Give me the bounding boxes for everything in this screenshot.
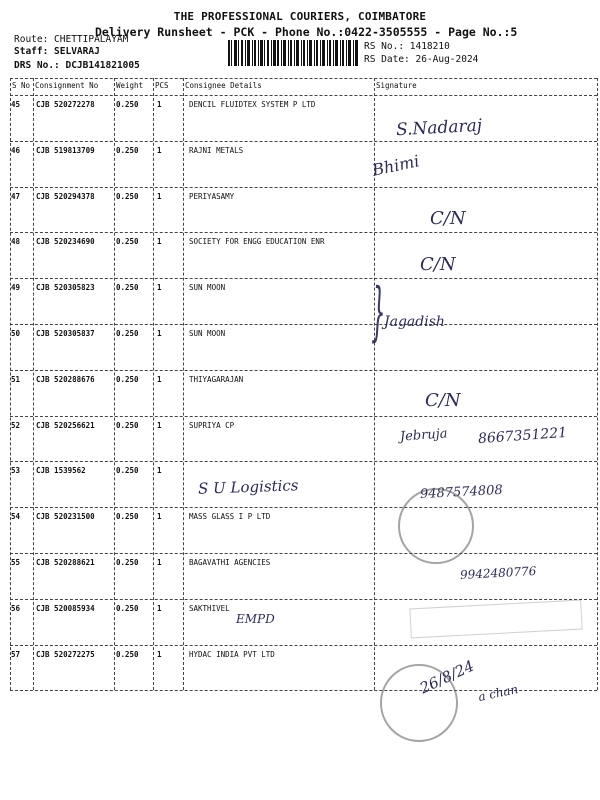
pcs-value: 1 [157, 283, 162, 293]
pcs-value: 1 [157, 420, 162, 430]
consignment-number: CJB 520288676 [36, 374, 95, 384]
date-row-57: 26/8/24 [416, 656, 477, 698]
consignment-number: CJB 520256621 [36, 420, 95, 430]
runsheet-title: Delivery Runsheet - PCK - Phone No.:0422-3505555 - Page No.:5 [95, 25, 518, 39]
consignment-number: CJB 520085934 [36, 603, 95, 613]
weight-value: 0.250 [116, 558, 139, 567]
serial-number: 47 [11, 191, 21, 201]
phone-row-52: 8667351221 [477, 424, 568, 448]
consignee-name: SOCIETY FOR ENGG EDUCATION ENR [189, 237, 325, 247]
consignee-name: HYDAC INDIA PVT LTD [189, 649, 275, 659]
pcs-value: 1 [157, 329, 162, 338]
consignment-number: CJB 520272275 [36, 649, 95, 659]
serial-number: 51 [11, 374, 21, 384]
serial-number: 46 [11, 145, 21, 155]
signature-row-53: S U Logistics [197, 476, 299, 498]
pcs-value: 1 [157, 558, 162, 567]
row-divider [10, 187, 597, 188]
row-divider [10, 141, 597, 142]
route-label: Route: CHETTIPALAYAM [14, 34, 129, 45]
serial-number: 52 [11, 420, 21, 430]
consignee-name: SAKTHIVEL [189, 603, 230, 613]
weight-value: 0.250 [116, 283, 139, 293]
consignee-name: DENCIL FLUIDTEX SYSTEM P LTD [189, 100, 316, 109]
pcs-value: 1 [157, 145, 162, 155]
drs-number: DRS No.: DCJB141821005 [14, 60, 140, 71]
header-top-rule [10, 78, 597, 79]
column-header: Consignee Details [185, 81, 262, 90]
weight-value: 0.250 [116, 649, 139, 659]
serial-number: 49 [11, 283, 21, 293]
cn-mark-row-51: C/N [425, 390, 461, 411]
signature-row-52: Jebruja [399, 426, 449, 445]
pcs-value: 1 [157, 466, 162, 476]
weight-value: 0.250 [116, 100, 139, 109]
column-divider [597, 78, 598, 690]
weight-value: 0.250 [116, 145, 139, 155]
weight-value: 0.250 [116, 466, 139, 476]
signature-row-45: S.Nadaraj [395, 115, 483, 141]
cn-mark-row-47: C/N [430, 208, 466, 229]
consignment-number: CJB 520305837 [36, 329, 95, 338]
pcs-value: 1 [157, 100, 162, 109]
pcs-value: 1 [157, 237, 162, 247]
row-divider [10, 278, 597, 279]
serial-number: 48 [11, 237, 21, 247]
consignee-name: SUN MOON [189, 283, 226, 293]
company-name: THE PROFESSIONAL COURIERS, COIMBATORE [173, 10, 427, 23]
cn-mark-row-48: C/N [420, 254, 456, 275]
serial-number: 56 [11, 603, 21, 613]
row-divider [10, 416, 597, 417]
row-divider [10, 232, 597, 233]
pcs-value: 1 [157, 649, 162, 659]
weight-value: 0.250 [116, 603, 139, 613]
consignment-number: CJB 520234690 [36, 237, 95, 247]
serial-number: 57 [11, 649, 21, 659]
row-divider [10, 553, 597, 554]
serial-number: 55 [11, 558, 21, 567]
signature-row-46: Bhimi [370, 151, 421, 180]
pcs-value: 1 [157, 512, 162, 522]
column-header: Consignment No [35, 81, 99, 90]
phone-row-53: 9487574808 [419, 482, 504, 503]
consignment-number: CJB 519813709 [36, 145, 95, 155]
serial-number: 45 [11, 100, 21, 109]
brace-mark: } [371, 275, 386, 349]
weight-value: 0.250 [116, 512, 139, 522]
consignment-number: CJB 520305823 [36, 283, 95, 293]
column-header: S No [12, 81, 31, 90]
consignee-name: MASS GLASS I P LTD [189, 512, 271, 522]
consignee-name: SUPRIYA CP [189, 420, 235, 430]
consignee-name: BAGAVATHI AGENCIES [189, 558, 271, 567]
consignee-name: SUN MOON [189, 329, 226, 338]
column-header: Signature [376, 81, 417, 90]
weight-value: 0.250 [116, 420, 139, 430]
consignment-number: CJB 520231500 [36, 512, 95, 522]
consignment-number: CJB 520272278 [36, 100, 95, 109]
consignment-number: CJB 1539562 [36, 466, 86, 476]
weight-value: 0.250 [116, 237, 139, 247]
row-divider [10, 599, 597, 600]
column-header: Weight [116, 81, 144, 90]
row-divider [10, 370, 597, 371]
serial-number: 54 [11, 512, 21, 522]
row-divider [10, 324, 597, 325]
consignee-name: PERIYASAMY [189, 191, 235, 201]
faded-stamp [409, 600, 582, 639]
note-row-56: EMPD [236, 612, 275, 626]
consignee-name: THIYAGARAJAN [189, 374, 244, 384]
weight-value: 0.250 [116, 374, 139, 384]
pcs-value: 1 [157, 374, 162, 384]
row-divider [10, 507, 597, 508]
column-header: PCS [155, 81, 169, 90]
serial-number: 53 [11, 466, 21, 476]
header-bottom-rule [10, 95, 597, 96]
consignment-number: CJB 520288621 [36, 558, 95, 567]
weight-value: 0.250 [116, 191, 139, 201]
row-divider [10, 645, 597, 646]
signature-rows-49-50: Jagadish [384, 314, 445, 330]
consignee-name: RAJNI METALS [189, 145, 244, 155]
signature-row-57: a chan [476, 681, 520, 705]
row-divider [10, 461, 597, 462]
company-stamp [398, 488, 474, 564]
pcs-value: 1 [157, 191, 162, 201]
consignment-number: CJB 520294378 [36, 191, 95, 201]
rs-date: RS Date: 26-Aug-2024 [364, 54, 479, 65]
staff-label: Staff: SELVARAJ [14, 46, 100, 57]
rs-number: RS No.: 1418210 [364, 41, 450, 52]
phone-row-55: 9942480776 [459, 564, 537, 582]
barcode [228, 40, 358, 66]
weight-value: 0.250 [116, 329, 139, 338]
serial-number: 50 [11, 329, 21, 338]
pcs-value: 1 [157, 603, 162, 613]
